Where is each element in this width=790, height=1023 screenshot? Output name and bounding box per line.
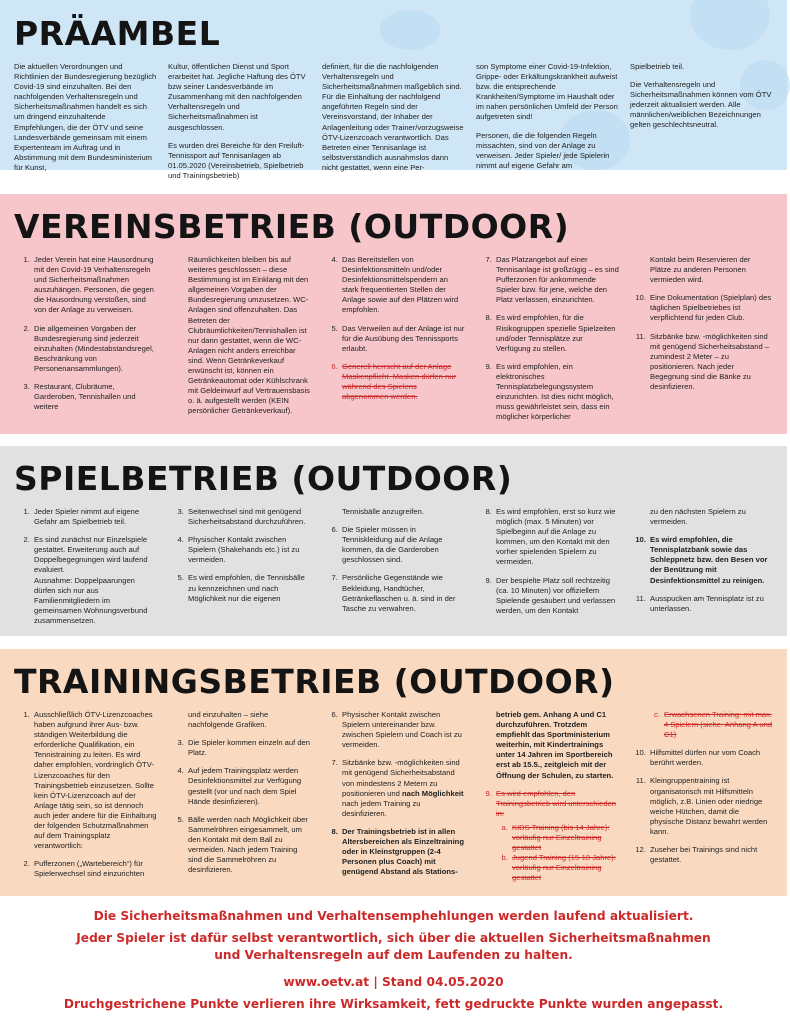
section-title: PRÄAMBEL [14, 14, 221, 53]
list-item: 4. Auf jedem Trainingsplatz werden Desinfektionsmittel zur Verfügung gestellt (vor und nach dem Spiel Hände desinfizieren). [186, 766, 311, 806]
section-title: TRAININGSBETRIEB (OUTDOOR) [14, 662, 615, 701]
footer-text: Jeder Spieler ist dafür selbst verantwortlich, sich über die aktuellen Sicherheitsmaßnahmen [76, 931, 711, 945]
list-item-text: nach jedem Training zu desinfizieren. [342, 798, 421, 818]
footer-text: und Verhaltensregeln auf dem Laufenden zu halten. [214, 948, 573, 962]
list-item: Räumlichkeiten bleiben bis auf weiteres geschlossen – diese Bestimmung ist im Einklang mit den allgemeinen Vorgaben der Bundesregierung umzusetzen. WC-Anlagen sind offenzuhalten. Das Betreten der Clubräumlichkeiten/Tennishallen ist nur dann gestattet, wenn die WC-Anlagen nicht anders erreichbar sind. Wenn Getränkeverkauf erwünscht ist, können ein Getränkeautomat oder Kühlschrank mit Geldeinwurf auf Vertrauensbasis o. ä. aufgestellt werden (KEIN persönlicher Getränkeverkauf). [188, 255, 310, 416]
list-item: 1. Jeder Spieler nimmt auf eigene Gefahr am Spielbetrieb teil. [32, 507, 157, 527]
list-item [494, 789, 619, 884]
list-item: 4. Physischer Kontakt zwischen Spielern (Shakehands etc.) ist zu vermeiden. [186, 535, 311, 565]
list-item: 1. Ausschließlich ÖTV-Lizenzcoaches haben aufgrund ihrer Aus- bzw. ständigen Weiterbildung die erforderliche Qualifikation, ein Tennistraining zu leiten. Es wird daher empfohlen, vordringlich ÖTV-Lizenzcoaches für den Trainingsbetrieb einzusetzen. Sollte kein ÖTV-Lizenzcoach auf der Anlage tätig sein, so ist dennoch auch jeder andere für die Einhaltung der folgenden Schutzmaßnahmen auf dem Trainingsplatz verantwortlich: [32, 710, 157, 851]
paragraph: Kultur, öffentlichen Dienst und Sport erarbeitet hat. Jegliche Haftung des ÖTV bzw seiner Landesverbände im Zusammenhang mit den nachfolgenden Verhaltensregeln und Sicherheitsmaßnahmen ist ausgeschlossen. [168, 62, 306, 132]
text-column [476, 255, 619, 430]
text-column [476, 710, 619, 892]
praeambel-section [0, 0, 787, 180]
text-column [14, 507, 157, 634]
text-column [14, 255, 157, 430]
text-column [14, 62, 157, 189]
text-column [168, 710, 311, 892]
list-item: 11. Sitzbänke bzw. -möglichkeiten sind mit genügend Sicherheitsabstand – zumindest 2 Meter – zu positionieren. Nach jeder Begegnung sind die Bänke zu desinfizieren. [648, 332, 773, 393]
footer-notes [0, 908, 787, 1018]
text-column [168, 255, 311, 430]
list-item: 6. Generell herrscht auf der Anlage Maskenpflicht. Masken dürfen nur während des Spielens abgenommen werden. [340, 362, 465, 402]
list-item [340, 758, 465, 819]
paragraph: Die Verhaltensregeln und Sicherheitsmaßnahmen können vom ÖTV jederzeit aktualisiert werden. Alle männlichen/weiblichen Bezeichnungen gelten geschlechtsneutral. [630, 80, 772, 130]
sub-list-item: c. Erwachsenen Training: mit max. 4 Spielern (siehe. Anhang A und C1) [662, 710, 773, 740]
text-column [630, 507, 773, 634]
paragraph: Es wurden drei Bereiche für den Freiluft-Tennissport auf Tennisanlagen ab 01.05.2020 (Vereinsbetrieb, Spielbetrieb und Trainingsbetrieb) [168, 140, 305, 180]
list-item: 3. Seitenwechsel sind mit genügend Sicherheitsabstand durchzuführen. [186, 507, 311, 527]
list-item: 1. Jeder Verein hat eine Hausordnung mit den Covid-19 Verhaltensregeln und Sicherheitsmaßnahmen auszuhängen. Personen, die gegen die Hausordnung verstoßen, sind von der Anlage zu verweisen. [32, 255, 157, 316]
list-item [32, 535, 157, 626]
text-column [322, 507, 465, 634]
list-item: zu den nächsten Spielern zu vermeiden. [650, 507, 746, 527]
footer-update-note: Die Sicherheitsmaßnahmen und Verhaltensemphehlungen werden laufend aktualisiert. [93, 909, 694, 923]
section-title: VEREINSBETRIEB (OUTDOOR) [14, 207, 570, 246]
list-item: 3. Restaurant, Clubräume, Garderoben, Tennishallen und weitere [32, 382, 157, 412]
text-column [476, 62, 619, 189]
list-item: 4. Das Bereitstellen von Desinfektionsmitteln und/oder Desinfektionsmittelspendern an stark frequentierten Stellen der Anlage sowie auf den Plätzen wird empfohlen. [340, 255, 465, 316]
list-item: 10. Es wird empfohlen, die Tennisplatzbank sowie das Schleppnetz bzw. den Besen vor der Benützung mit Desinfektionsmittel zu reinigen. [648, 535, 773, 585]
footer-legend-note: Druchgestrichene Punkte verlieren ihre Wirksamkeit, fett gedruckte Punkte wurden angepasst. [63, 997, 724, 1011]
list-item: 2. Pufferzonen („Wartebereich“) für Spielerwechsel sind einzurichten [32, 859, 157, 879]
list-item: 7. Persönliche Gegenstände wie Bekleidung, Handtücher, Getränkeflaschen u. ä. sind in der Tasche zu verwahren. [340, 573, 465, 613]
list-item: 8. Es wird empfohlen, für die Risikogruppen spezielle Spielzeiten und/oder Tennisplätze zur Verfügung zu stellen. [494, 313, 619, 353]
text-column [168, 507, 311, 634]
list-item: 11. Ausspucken am Tennisplatz ist zu unterlassen. [648, 594, 773, 614]
list-item: 5. Es wird empfohlen, die Tennisbälle zu kennzeichnen und nach Möglichkeit nur die eigenen [186, 573, 311, 603]
list-item-text: Sitzbänke bzw. -möglichkeiten sind mit genügend Sicherheitsabstand von mindestens 2 Metern zu positionieren und [342, 758, 460, 798]
vereinsbetrieb-section [0, 194, 787, 434]
list-item: 9. Der bespielte Platz soll rechtzeitig (ca. 10 Minuten) vor offiziellem Spielende gesäubert und verlassen werden, um den Kontakt [494, 576, 619, 616]
text-column [630, 62, 773, 189]
list-item: 10. Eine Dokumentation (Spielplan) des täglichen Spielbetriebes ist verpflichtend für jeden Club. [648, 293, 773, 323]
list-item: 6. Physischer Kontakt zwischen Spielern untereinander bzw. zwischen Spielern und Coach ist zu vermeiden. [340, 710, 465, 750]
sub-list-item: a. KIDS Training (bis 14 Jahre): vorläufig nur Einzeltraining gestattet [510, 823, 619, 853]
text-column [322, 710, 465, 892]
list-item: 3. Die Spieler kommen einzeln auf den Platz. [186, 738, 311, 758]
list-item: Tennisbälle anzugreifen. [342, 507, 424, 516]
text-column [168, 62, 311, 189]
list-item: 12. Zuseher bei Trainings sind nicht gestattet. [648, 845, 773, 865]
list-item: 7. Das Platzangebot auf einer Tennisanlage ist großzügig – es sind Pufferzonen für ankommende Spieler bzw. für jene, welche den Platz verlassen, einzurichten. [494, 255, 619, 305]
list-item: 11. Kleingruppentraining ist organisatorisch mit Hilfsmitteln möglich, z.B. Linien oder niedrige weiche Hütchen, damit die physische Distanz bewahrt werden kann. [648, 776, 773, 837]
list-item: 9. Es wird empfohlen, ein elektronisches Tennisplatzbelegungssystem einzurichten. Ist dies nicht möglich, muss gewährleistet sein, dass ein möglicher körperlicher [494, 362, 619, 423]
footer-responsibility-note [0, 930, 787, 964]
text-column [14, 710, 157, 892]
footer-website-link[interactable]: www.oetv.at | Stand 04.05.2020 [283, 975, 504, 989]
text-column [476, 507, 619, 634]
trainingsbetrieb-section [0, 649, 787, 896]
list-item: 8. Es wird empfohlen, erst so kurz wie möglich (max. 5 Minuten) vor Spielbeginn auf die Anlage zu kommen, um den Kontakt mit den vorher spielenden Spielern zu vermeiden. [494, 507, 619, 568]
paragraph: son Symptome einer Covid-19-Infektion, Grippe- oder Erkältungskrankheit aufweist bzw. die entsprechende Krankheiten/Symptome im Haushalt oder im nahen persönlichen Umfeld der Person aufgetreten sind! [476, 62, 618, 122]
list-item-text: nach Möglichkeit [401, 788, 464, 798]
list-item: 5. Das Verweilen auf der Anlage ist nur für die Ausübung des Tennissports erlaubt. [340, 324, 465, 354]
paragraph: Die aktuellen Verordnungen und Richtlinien der Bundesregierung bezüglich Covid-19 sind einzuhalten. Bei den nachfolgenden Verhaltensregeln und Sicherheitsmaßnahmen handelt es sich um dringend einzuhaltende Empfehlungen, die der ÖTV und seine Landesverbände gemeinsam mit einem Expertenteam im Auftrag und in Abstimmung mit dem Bundesministerium für Kunst, [14, 62, 157, 172]
text-column [322, 62, 465, 189]
paragraph: Spielbetrieb teil. [630, 62, 685, 71]
list-item: 6. Die Spieler müssen in Tenniskleidung auf die Anlage kommen, da die Garderoben geschlossen sind. [340, 525, 465, 565]
sub-list-item: b. Jugend Training (15-18 Jahre): vorläufig nur Einzeltraining gestattet [510, 853, 619, 883]
list-item: 5. Bälle werden nach Möglichkeit über Sammelröhren eingesammelt, um den Kontakt mit dem Ball zu vermeiden. Nach jedem Training sind die Sammelröhren zu desinfizieren. [186, 815, 311, 876]
list-item-text: Ausnahme: Doppelpaarungen dürfen sich nur aus Familienmitgliedern im gemeinsamen Wohnungsverbund zusammensetzen. [34, 575, 148, 625]
list-item: Kontakt beim Reservieren der Plätze zu anderen Personen vermieden wird. [650, 255, 751, 285]
paragraph: definiert, für die die nachfolgenden Verhaltensregeln und Sicherheitsmaßnahmen maßgeblich sind. Für die Einhaltung der nachfolgend angeführten Regeln sind der Vereinsvorstand, der Inhaber der Anlagenleitung oder Trainer/vorzugsweise ÖTV-Lizenzcoach verantwortlich. Das Betreten einer Tennisanlage ist selbstverständlich ausnahmslos dann nicht gestattet, wenn eine Per- [322, 62, 464, 172]
text-column [630, 710, 773, 892]
list-item: betrieb gem. Anhang A und C1 durchzuführen. Trotzdem empfiehlt das Sportministerium weiterhin, mit Kindertrainings unter 14 Jahren im Sportbereich erst ab 15.5., zeitgleich mit der Öffnung der Schulen, zu starten. [496, 710, 614, 780]
list-item-text: Es wird empfohlen, den Trainingsbetrieb wird unterschieden in: [496, 788, 617, 818]
text-column [322, 255, 465, 430]
spielbetrieb-section [0, 446, 787, 636]
text-column [630, 255, 773, 430]
section-title: SPIELBETRIEB (OUTDOOR) [14, 459, 513, 498]
list-item-text: Es sind zunächst nur Einzelspiele gestattet. Erweiterung auch auf Doppelbegegnungen wird laufend evaluiert. [34, 535, 148, 575]
list-item: und einzuhalten – siehe nachfolgende Grafiken. [188, 710, 269, 730]
paragraph: Personen, die die folgenden Regeln missachten, sind von der Anlage zu verweisen. Jeder Spieler/ jede Spielerin nimmt auf eigene Gefahr am [476, 130, 610, 170]
list-item: 2. Die allgemeinen Vorgaben der Bundesregierung sind jederzeit einzuhalten (Mindestabstandsregel, Beschränkung von Personenansammlungen). [32, 324, 157, 374]
list-item: 8. Der Trainingsbetrieb ist in allen Altersbereichen als Einzeltraining oder in Kleinstgruppen (2-4 Personen plus Coach) mit genügend Abstand als Stations- [340, 827, 465, 877]
list-item: 10. Hilfsmittel dürfen nur vom Coach berührt werden. [648, 748, 773, 768]
